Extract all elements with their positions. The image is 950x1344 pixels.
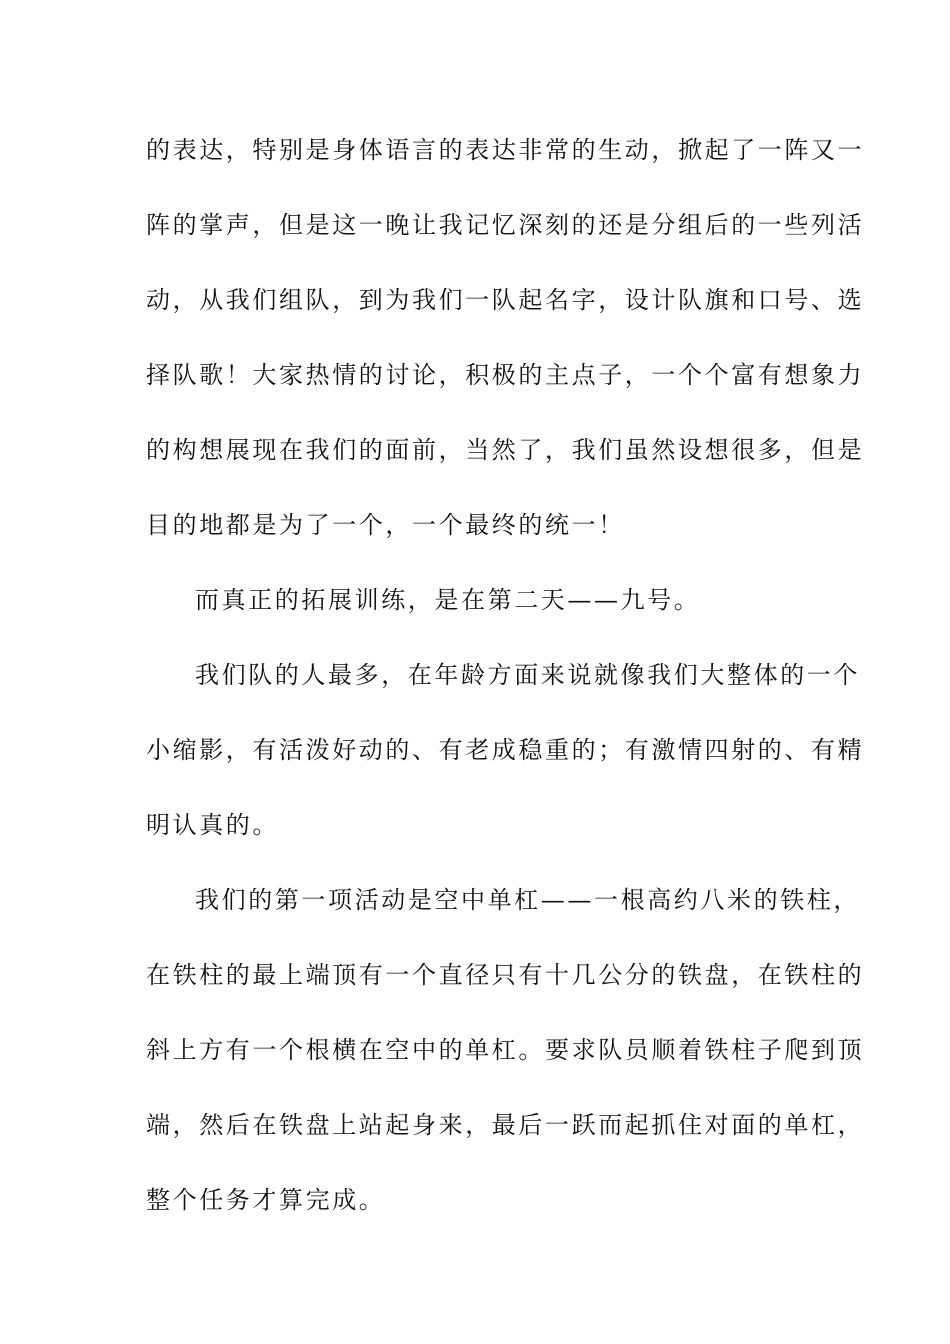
text-line: 的表达，特别是身体语言的表达非常的生动，掀起了一阵又一 [146,136,865,164]
text-line: 的构想展现在我们的面前，当然了，我们虽然设想很多，但是 [146,436,865,464]
text-line: 小缩影，有活泼好动的、有老成稳重的；有激情四射的、有精 [146,736,865,764]
paragraph-first-line: 我们队的人最多，在年龄方面来说就像我们大整体的一个 [195,661,860,689]
text-line: 端，然后在铁盘上站起身来，最后一跃而起抓住对面的单杠， [146,1111,865,1139]
text-line: 斜上方有一个根横在空中的单杠。要求队员顺着铁柱子爬到顶 [146,1036,865,1064]
paragraph-first-line: 而真正的拓展训练，是在第二天——九号。 [195,586,701,614]
text-line: 明认真的。 [146,811,279,839]
text-line: 整个任务才算完成。 [146,1186,386,1214]
paragraph-first-line: 我们的第一项活动是空中单杠——一根高约八米的铁柱， [195,886,860,914]
text-line: 在铁柱的最上端顶有一个直径只有十几公分的铁盘，在铁柱的 [146,961,865,989]
text-line: 动，从我们组队，到为我们一队起名字，设计队旗和口号、选 [146,286,865,314]
text-line: 择队歌！大家热情的讨论，积极的主点子，一个个富有想象力 [146,361,865,389]
text-line: 阵的掌声，但是这一晚让我记忆深刻的还是分组后的一些列活 [146,211,865,239]
text-line: 目的地都是为了一个，一个最终的统一！ [146,511,625,539]
